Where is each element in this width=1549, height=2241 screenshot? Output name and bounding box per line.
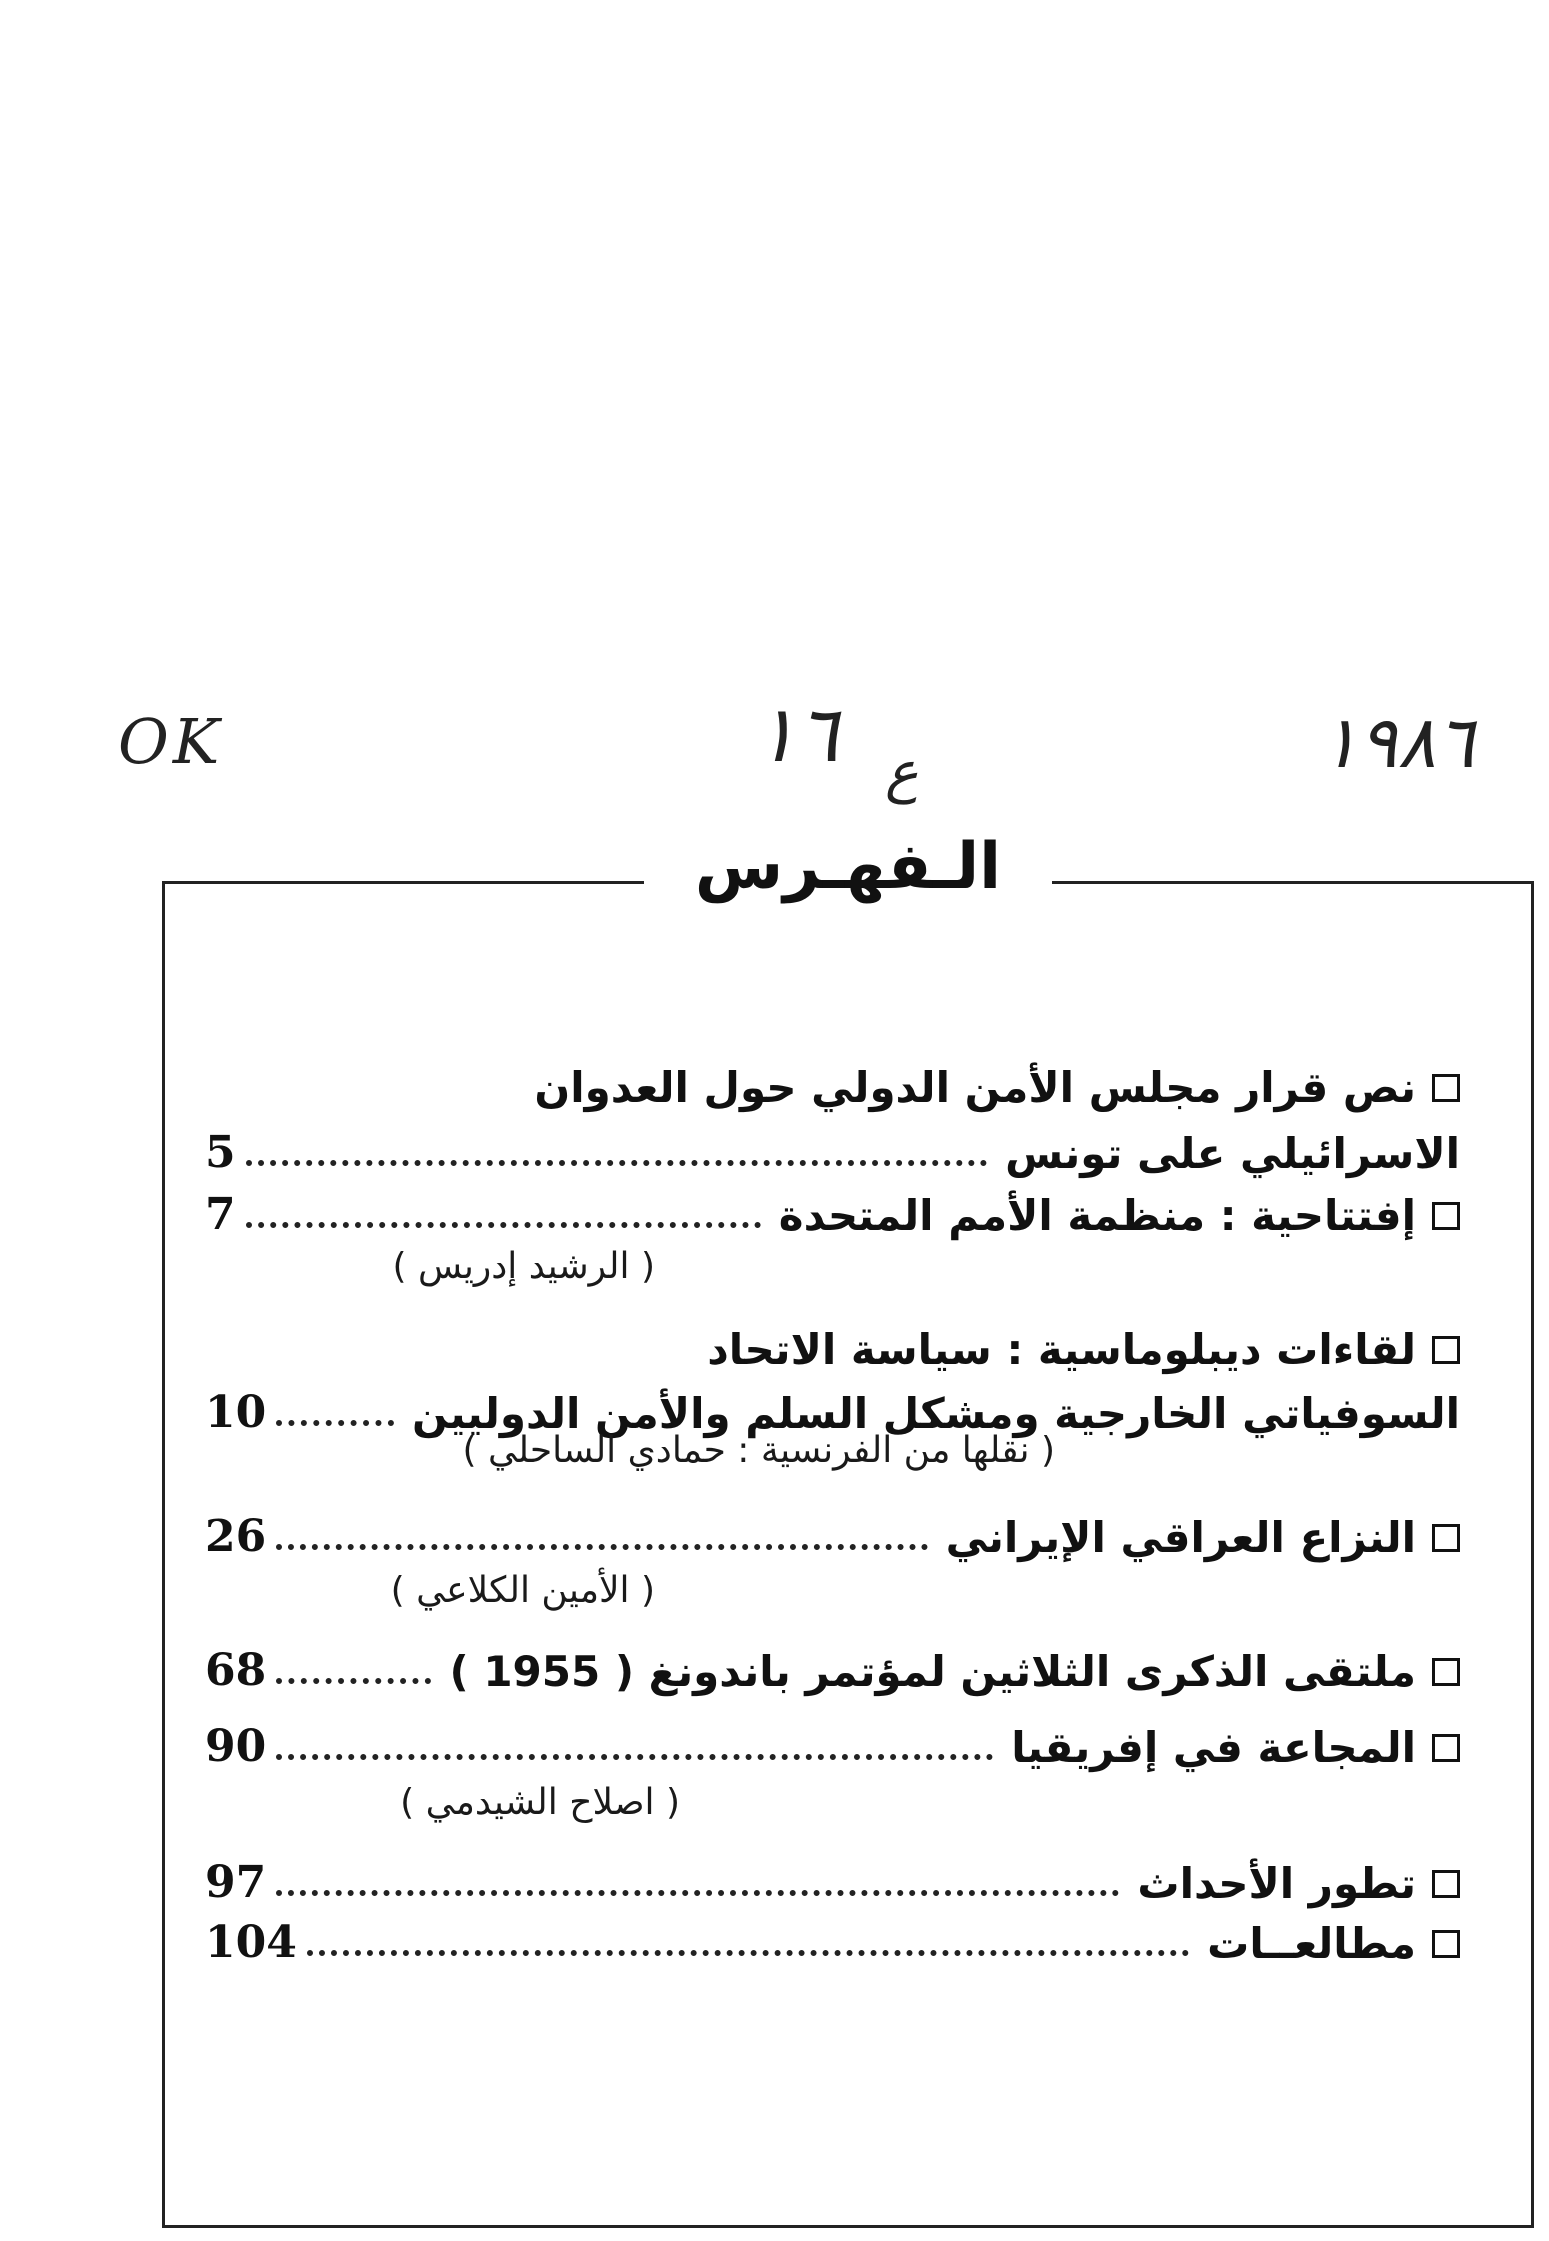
dot-leader: [246, 1160, 988, 1166]
entry-title-continued: السوفياتي الخارجية ومشكل السلم والأمن الدوليين: [411, 1389, 1460, 1438]
checkbox-icon: [1432, 1074, 1460, 1102]
toc-entry-3-line-2[interactable]: [205, 1366, 1460, 1438]
page-number: 68: [205, 1645, 267, 1696]
entry-author: ( الأمين الكلاعي ): [390, 1570, 655, 1611]
dot-leader: [246, 1222, 761, 1228]
entry-title: ملتقى الذكرى الثلاثين لمؤتمر باندونغ ( 1955 ): [449, 1647, 1416, 1696]
entry-translator: ( نقلها من الفرنسية : حمادي الساحلي ): [462, 1430, 1055, 1471]
frame-top-rule-left: [162, 881, 644, 884]
entry-title: النزاع العراقي الإيراني: [945, 1513, 1416, 1562]
dot-leader: [276, 1678, 431, 1684]
toc-entry-2[interactable]: [205, 1168, 1460, 1240]
checkbox-icon: [1432, 1658, 1460, 1686]
toc-entry-3-line-1[interactable]: [205, 1302, 1460, 1374]
handwritten-ok-note: OK: [118, 705, 224, 778]
entry-author: ( الرشيد إدريس ): [392, 1246, 655, 1287]
checkbox-icon: [1432, 1524, 1460, 1552]
page-number: 97: [205, 1857, 267, 1908]
entry-title: لقاءات ديبلوماسية : سياسة الاتحاد: [707, 1325, 1416, 1374]
toc-entry-8[interactable]: [205, 1896, 1460, 1968]
toc-entry-6[interactable]: [205, 1700, 1460, 1772]
toc-entry-1-line-1[interactable]: [205, 1040, 1460, 1112]
entry-title: المجاعة في إفريقيا: [1011, 1723, 1416, 1772]
checkbox-icon: [1432, 1336, 1460, 1364]
handwritten-issue-mark: ع: [885, 740, 919, 805]
dot-leader: [276, 1420, 394, 1426]
entry-title: تطور الأحداث: [1137, 1859, 1416, 1908]
entry-author: ( اصلاح الشيدمي ): [400, 1782, 680, 1823]
entry-title: مطالعــات: [1207, 1919, 1416, 1968]
entry-title: نص قرار مجلس الأمن الدولي حول العدوان: [534, 1063, 1416, 1112]
frame-top-rule-right: [1052, 881, 1531, 884]
handwritten-year: ١٩٨٦: [1320, 700, 1475, 784]
toc-entry-4[interactable]: [205, 1490, 1460, 1562]
checkbox-icon: [1432, 1930, 1460, 1958]
page-number: 104: [205, 1917, 297, 1968]
toc-title: الـفهـرس: [694, 830, 1002, 904]
page-number: 10: [205, 1387, 267, 1438]
page-number: 5: [205, 1127, 236, 1178]
checkbox-icon: [1432, 1202, 1460, 1230]
dot-leader: [276, 1754, 993, 1760]
dot-leader: [276, 1544, 927, 1550]
entry-title: إفتتاحية : منظمة الأمم المتحدة: [778, 1191, 1416, 1240]
dot-leader: [307, 1950, 1189, 1956]
toc-entry-5[interactable]: [205, 1624, 1460, 1696]
entry-title-continued: الاسرائيلي على تونس: [1005, 1129, 1460, 1178]
checkbox-icon: [1432, 1734, 1460, 1762]
checkbox-icon: [1432, 1870, 1460, 1898]
page-number: 7: [205, 1189, 236, 1240]
handwritten-issue-number: ١٦: [755, 690, 839, 780]
page-number: 26: [205, 1511, 267, 1562]
page-number: 90: [205, 1721, 267, 1772]
